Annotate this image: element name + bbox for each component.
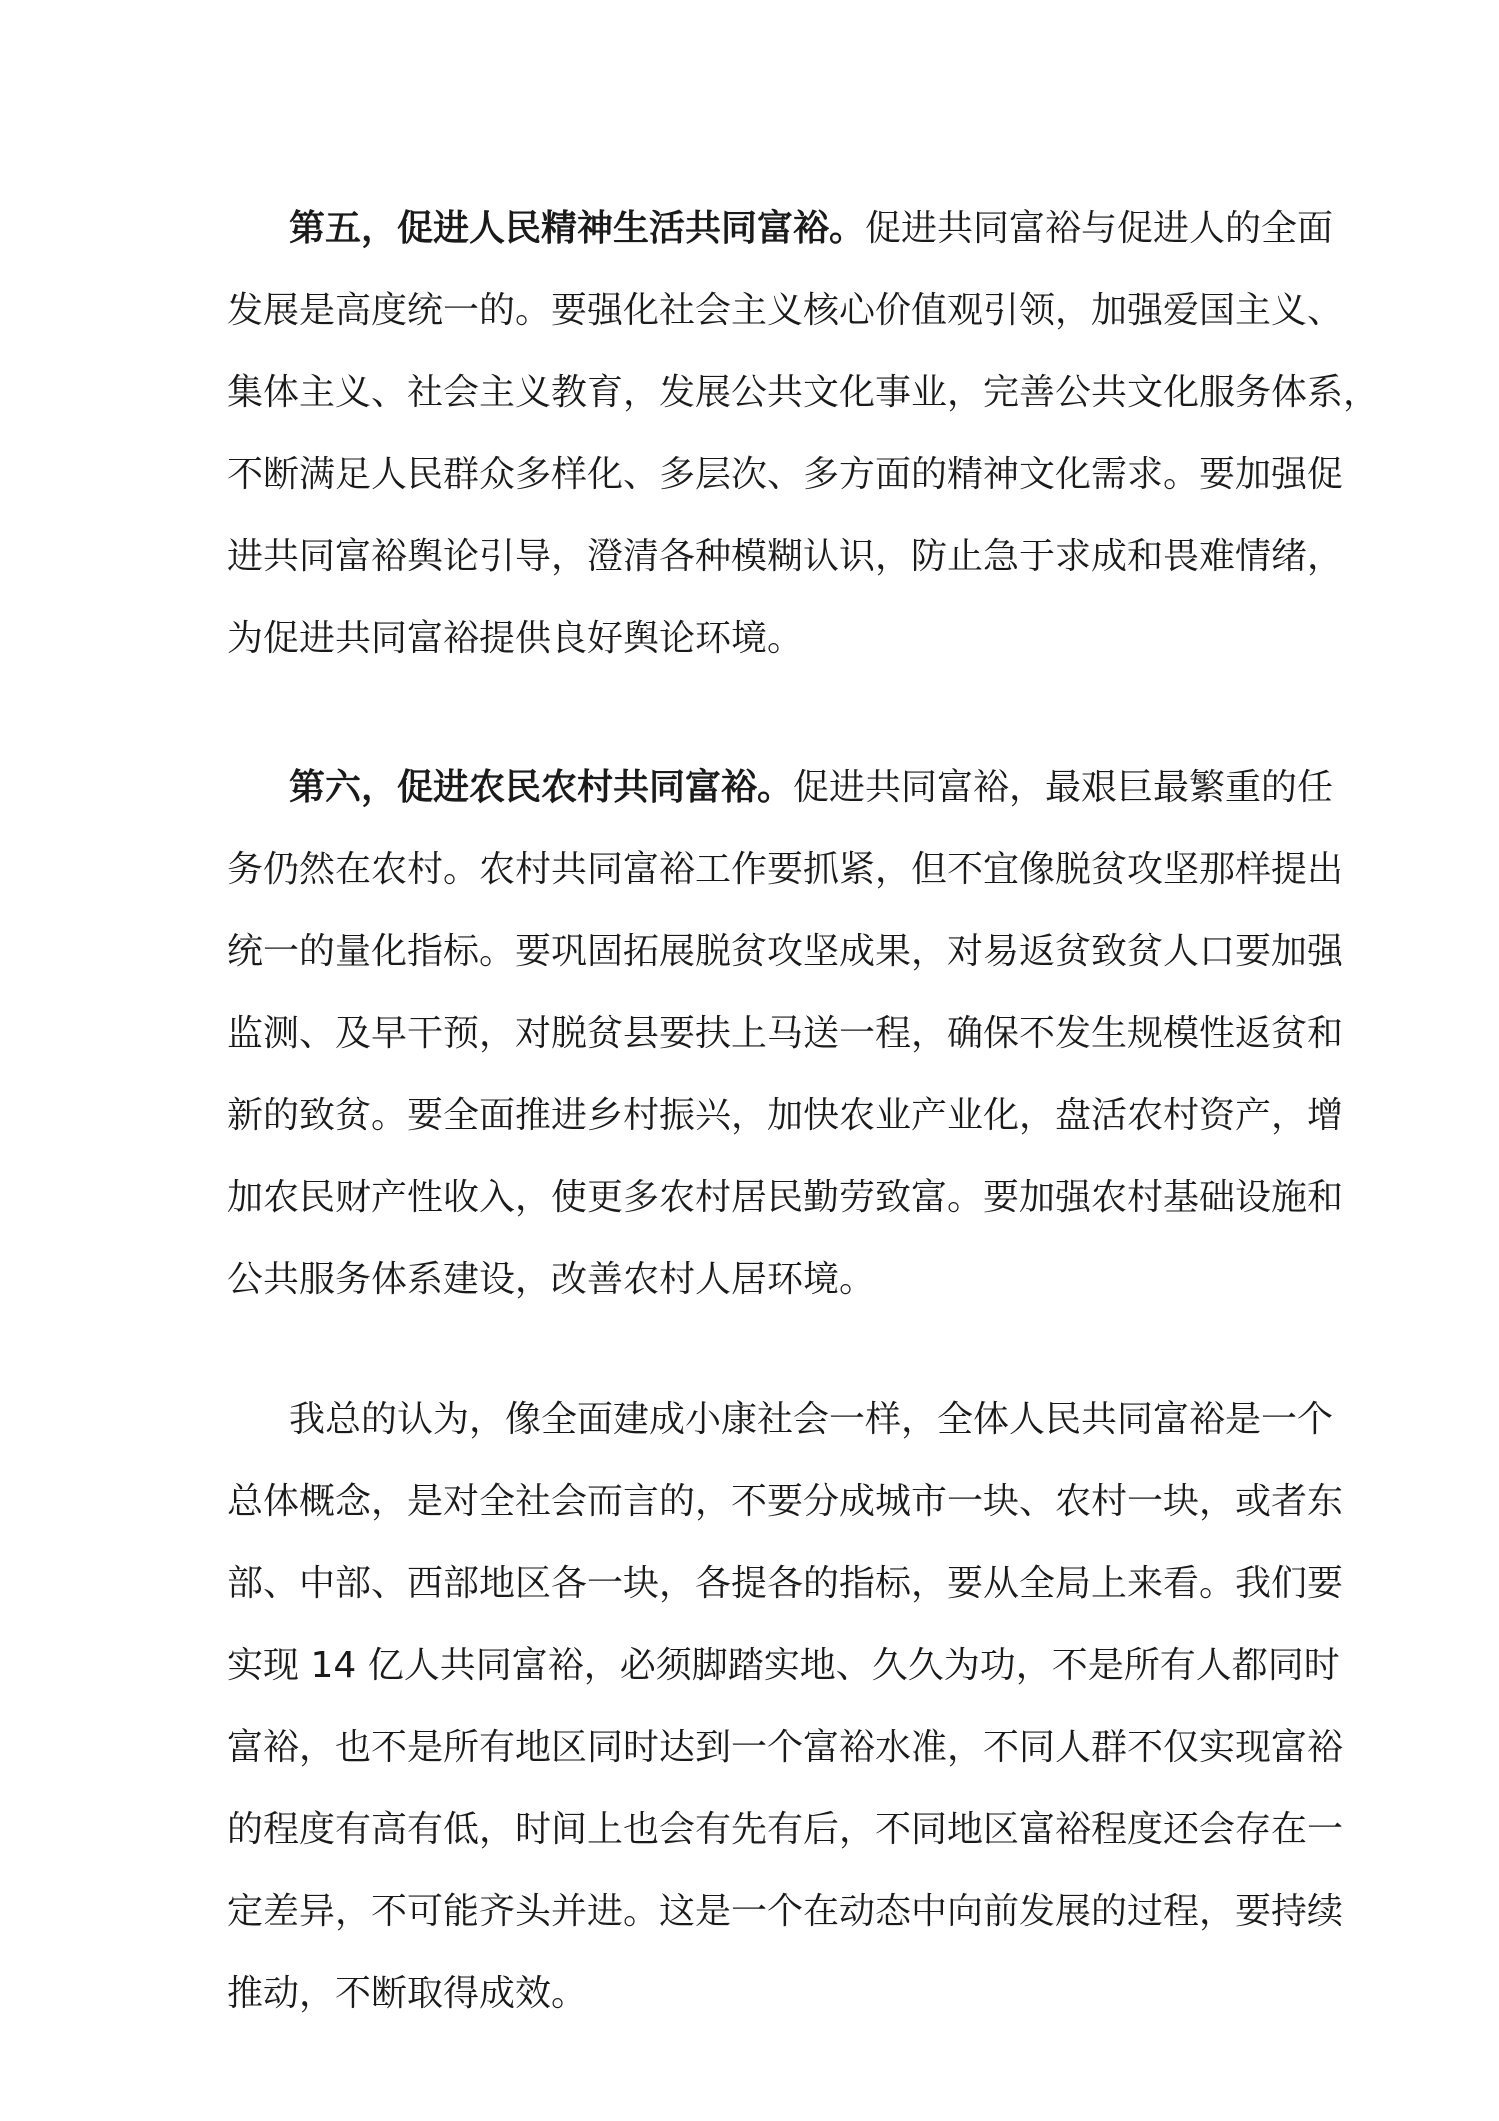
section-heading: 第五，促进人民精神生活共同富裕。	[289, 208, 866, 249]
paragraph-line	[227, 188, 1334, 270]
paragraph-line: 务仍然在农村。农村共同富裕工作要抓紧，但不宜像脱贫攻坚那样提出	[227, 849, 1344, 890]
paragraph-line: 定差异，不可能齐头并进。这是一个在动态中向前发展的过程，要持续	[227, 1891, 1344, 1932]
paragraph-line: 统一的量化指标。要巩固拓展脱贫攻坚成果，对易返贫致贫人口要加强	[227, 931, 1344, 972]
paragraph-line: 为促进共同富裕提供良好舆论环境。	[227, 618, 804, 659]
paragraph-conclusion	[227, 1379, 1344, 2035]
paragraph-line: 我总的认为，像全面建成小康社会一样，全体人民共同富裕是一个	[289, 1399, 1334, 1440]
paragraph-line: 的程度有高有低，时间上也会有先有后，不同地区富裕程度还会存在一	[227, 1809, 1344, 1850]
paragraph-line: 部、中部、西部地区各一块，各提各的指标，要从全局上来看。我们要	[227, 1563, 1344, 1604]
paragraph-line: 推动，不断取得成效。	[227, 1973, 588, 2014]
paragraph-fifth	[227, 188, 1380, 680]
section-heading: 第六，促进农民农村共同富裕。	[289, 767, 794, 808]
paragraph-spacer	[227, 680, 1284, 747]
paragraph-line: 监测、及早干预，对脱贫县要扶上马送一程，确保不发生规模性返贫和	[227, 1013, 1344, 1054]
paragraph-line: 公共服务体系建设，改善农村人居环境。	[227, 1259, 876, 1300]
paragraph-line: 新的致贫。要全面推进乡村振兴，加快农业产业化，盘活农村资产，增	[227, 1095, 1344, 1136]
paragraph-line: 总体概念，是对全社会而言的，不要分成城市一块、农村一块，或者东	[227, 1481, 1344, 1522]
paragraph-line: 富裕，也不是所有地区同时达到一个富裕水准，不同人群不仅实现富裕	[227, 1727, 1344, 1768]
paragraph-line: 加农民财产性收入，使更多农村居民勤劳致富。要加强农村基础设施和	[227, 1177, 1344, 1218]
paragraph-sixth	[227, 747, 1344, 1321]
paragraph-line	[227, 747, 1334, 829]
paragraph-line: 集体主义、社会主义教育，发展公共文化事业，完善公共文化服务体系，	[227, 372, 1380, 413]
paragraph-text: 促进共同富裕与促进人的全面	[865, 208, 1334, 249]
paragraph-line: 不断满足人民群众多样化、多层次、多方面的精神文化需求。要加强促	[227, 454, 1344, 495]
paragraph-text: 促进共同富裕，最艰巨最繁重的任	[793, 767, 1334, 808]
paragraph-line: 实现 14 亿人共同富裕，必须脚踏实地、久久为功，不是所有人都同时	[227, 1645, 1340, 1686]
paragraph-line: 进共同富裕舆论引导，澄清各种模糊认识，防止急于求成和畏难情绪，	[227, 536, 1344, 577]
document-body	[227, 188, 1380, 2035]
paragraph-line: 发展是高度统一的。要强化社会主义核心价值观引领，加强爱国主义、	[227, 290, 1344, 331]
paragraph-spacer	[227, 1321, 1284, 1379]
